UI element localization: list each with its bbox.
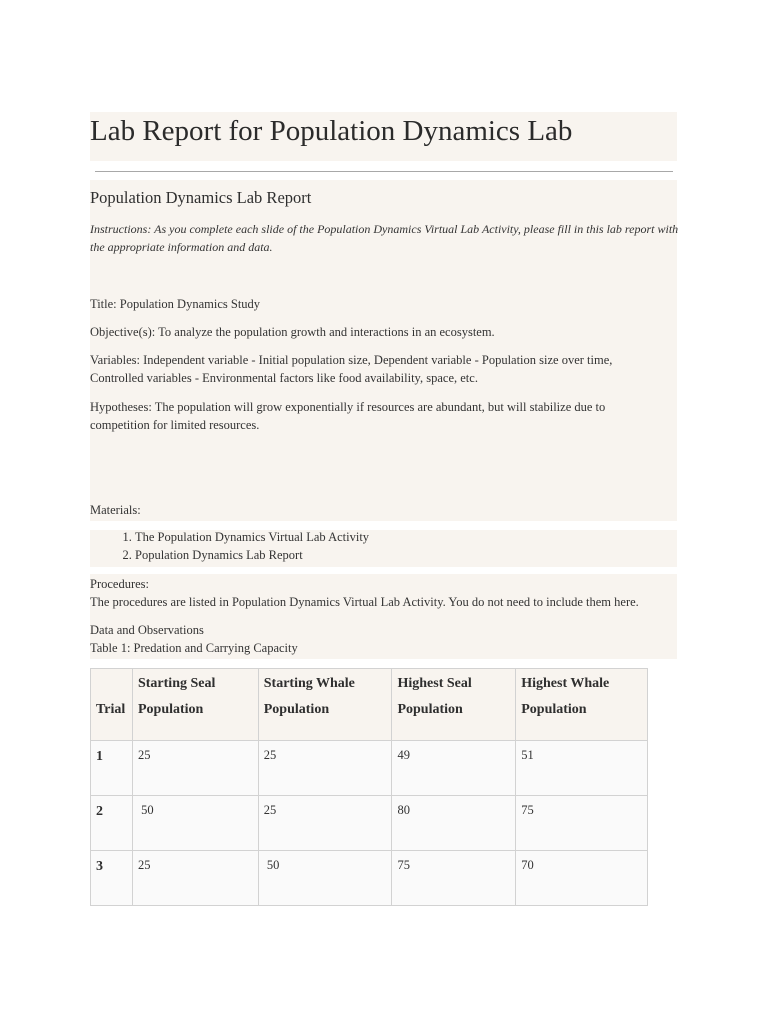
header-starting-whale: Starting Whale Population <box>258 669 392 741</box>
trial-number-cell: 1 <box>91 741 133 796</box>
document-title: Lab Report for Population Dynamics Lab <box>90 115 573 147</box>
header-trial: Trial <box>91 669 133 741</box>
table-caption: Table 1: Predation and Carrying Capacity <box>90 641 298 655</box>
table-row <box>91 851 648 906</box>
procedures-label: Procedures: <box>90 577 150 591</box>
table-cell: 49 <box>392 741 516 796</box>
table-row <box>91 796 648 851</box>
materials-list-item: 2. Population Dynamics Lab Report <box>135 546 675 564</box>
table-row <box>91 741 648 796</box>
objectives-line: Objective(s): To analyze the population growth and interactions in an ecosystem. <box>90 325 495 339</box>
table-cell: 50 <box>132 796 258 851</box>
table-header-row <box>91 669 648 741</box>
materials-list <box>90 528 675 564</box>
table-cell: 25 <box>258 741 392 796</box>
header-highest-seal: Highest Seal Population <box>392 669 516 741</box>
table-cell: 25 <box>132 741 258 796</box>
predation-data-table <box>90 668 648 906</box>
table-cell: 50 <box>258 851 392 906</box>
trial-number-cell: 2 <box>91 796 133 851</box>
table-cell: 51 <box>516 741 648 796</box>
table-cell: 25 <box>258 796 392 851</box>
header-starting-seal: Starting Seal Population <box>132 669 258 741</box>
horizontal-divider <box>95 171 673 172</box>
materials-list-item: 1. The Population Dynamics Virtual Lab Activity <box>135 528 675 546</box>
hypotheses-paragraph: Hypotheses: The population will grow exponentially if resources are abundant, but will stabilize due to competition for limited resources. <box>90 400 606 432</box>
table-cell: 70 <box>516 851 648 906</box>
materials-label: Materials: <box>90 503 141 517</box>
procedures-text: The procedures are listed in Population Dynamics Virtual Lab Activity. You do not need to include them here. <box>90 595 639 609</box>
report-subtitle: Population Dynamics Lab Report <box>90 188 312 207</box>
header-highest-whale: Highest Whale Population <box>516 669 648 741</box>
table-cell: 80 <box>392 796 516 851</box>
table-cell: 25 <box>132 851 258 906</box>
data-observations-label: Data and Observations <box>90 623 204 637</box>
report-title-line: Title: Population Dynamics Study <box>90 297 261 311</box>
table-cell: 75 <box>516 796 648 851</box>
instructions-text: Instructions: As you complete each slide of the Population Dynamics Virtual Lab Activity, please fill in this lab report with the appropriate information and data. <box>90 222 679 254</box>
variables-paragraph: Variables: Independent variable - Initial population size, Dependent variable - Population size over time, Controlled variables - Environmental factors like food availability, space, etc. <box>90 353 613 385</box>
table-cell: 75 <box>392 851 516 906</box>
trial-number-cell: 3 <box>91 851 133 906</box>
